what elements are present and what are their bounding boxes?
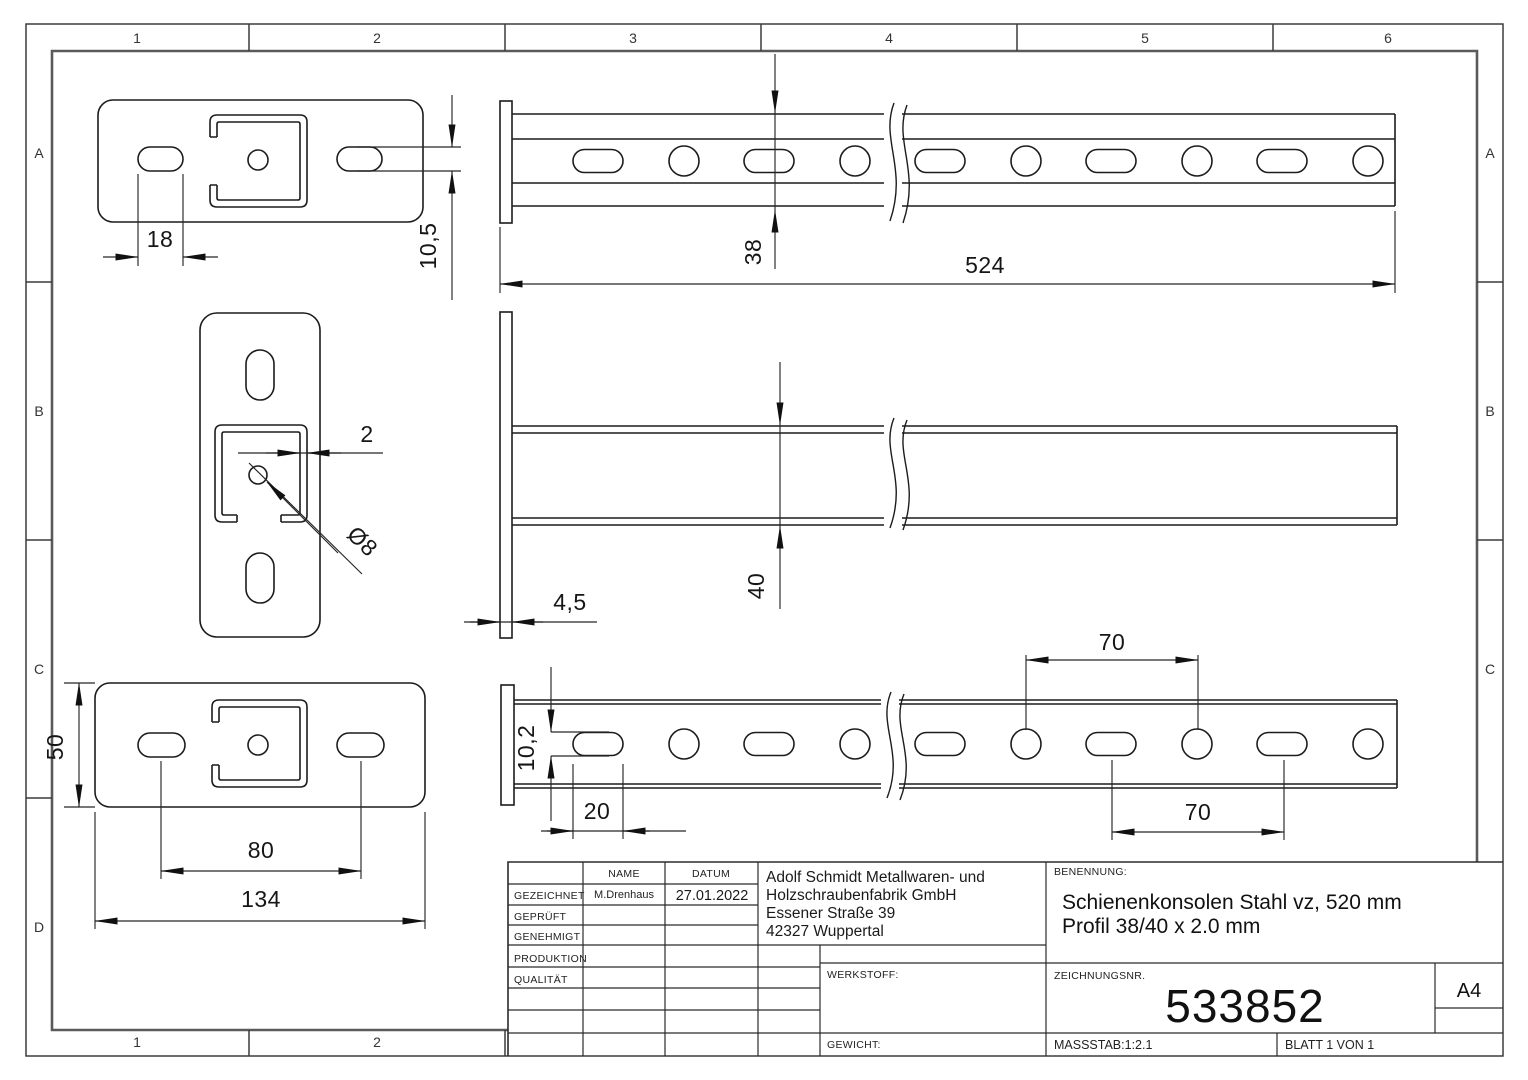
zone-row-d-left: D <box>33 919 45 935</box>
date-column-header: DATUM <box>691 868 731 880</box>
rail-side-lines <box>512 426 1397 525</box>
zone-row-c-left: C <box>33 661 45 677</box>
title-block <box>508 862 1503 1056</box>
dim-text-134: 134 <box>241 886 281 912</box>
zone-row-a-left: A <box>34 145 44 161</box>
zone-row-b-right: B <box>1485 403 1495 419</box>
dim-text-18: 18 <box>146 226 174 252</box>
row-genehmigt-label: GENEHMIGT <box>514 931 581 943</box>
dim-text-70-bottom: 70 <box>1184 799 1212 825</box>
dim-text-2: 2 <box>360 421 374 447</box>
bracket-bottom-outline <box>95 683 425 807</box>
dim-text-dia8: Ø8 <box>342 520 383 562</box>
row-geprueft-label: GEPRÜFT <box>514 911 567 923</box>
bracket-center-hole <box>248 150 268 170</box>
rail-side-end-plate <box>500 312 512 638</box>
bracket-front-hole <box>249 466 267 484</box>
dim-text-40: 40 <box>743 572 769 600</box>
zone-row-a-right: A <box>1485 145 1495 161</box>
gezeichnet-name: M.Drenhaus <box>594 889 654 901</box>
dim-height-50 <box>42 683 95 807</box>
werkstoff-label: WERKSTOFF: <box>827 969 899 981</box>
rail-bottom-holes <box>573 729 1383 759</box>
rail-end-plate <box>500 101 512 223</box>
view-bracket-top <box>98 95 461 300</box>
company-line-2: Holzschraubenfabrik GmbH <box>766 887 957 904</box>
rail-body-lines <box>512 114 1395 206</box>
rail-top-break-line <box>884 103 909 223</box>
dim-text-38: 38 <box>740 238 766 266</box>
row-qualitaet-label: QUALITÄT <box>514 974 568 986</box>
dim-slot-pitch-70-bottom <box>1112 760 1284 840</box>
bracket-bottom-channel <box>212 700 307 787</box>
zeichnungsnr-label: ZEICHNUNGSNR. <box>1054 970 1146 982</box>
drawing-number: 533852 <box>1165 980 1325 1032</box>
zone-col-2-bottom: 2 <box>373 1034 381 1050</box>
rail-bottom-lines <box>514 700 1397 788</box>
bracket-bottom-slot-left <box>138 733 185 757</box>
bracket-front-outline <box>200 313 320 637</box>
view-bracket-front <box>200 313 383 637</box>
dim-rail-length-524 <box>500 211 1395 293</box>
benennung-section <box>1054 866 1402 938</box>
zeichnungsnr-section <box>1054 970 1481 1032</box>
view-rail-side <box>464 312 1397 638</box>
benennung-label: BENENNUNG: <box>1054 866 1128 878</box>
view-bracket-bottom <box>42 683 425 929</box>
zone-col-1-top: 1 <box>133 30 141 46</box>
dim-pitch-80 <box>161 761 361 879</box>
dim-plate-thickness-4-5 <box>464 589 597 622</box>
dim-text-524: 524 <box>965 252 1005 278</box>
bracket-slot-left <box>138 147 183 171</box>
company-line-4: 42327 Wuppertal <box>766 923 884 940</box>
benennung-line-2: Profil 38/40 x 2.0 mm <box>1062 915 1261 938</box>
row-gezeichnet-label: GEZEICHNET <box>514 890 585 902</box>
zone-row-b-left: B <box>34 403 44 419</box>
gewicht-label: GEWICHT: <box>827 1039 881 1051</box>
paper-format: A4 <box>1456 980 1482 1002</box>
bracket-front-slot-top <box>246 350 274 400</box>
benennung-line-1: Schienenkonsolen Stahl vz, 520 mm <box>1062 891 1402 914</box>
view-rail-bottom <box>501 629 1397 840</box>
scale-sheet-section <box>1054 1038 1374 1052</box>
dim-text-20: 20 <box>583 798 611 824</box>
bracket-slot-right <box>337 147 382 171</box>
gezeichnet-date: 27.01.2022 <box>675 888 749 904</box>
dim-text-70-top: 70 <box>1098 629 1126 655</box>
werkstoff-section <box>827 969 899 1051</box>
row-produktion-label: PRODUKTION <box>514 953 588 965</box>
approval-table <box>514 868 748 986</box>
bracket-bottom-slot-right <box>337 733 384 757</box>
dim-slot-width-10-5 <box>357 95 461 300</box>
dim-slot-length-20 <box>541 764 686 839</box>
company-line-3: Essener Straße 39 <box>766 905 896 922</box>
dim-text-4-5: 4,5 <box>553 589 587 615</box>
zone-col-3-top: 3 <box>629 30 637 46</box>
view-rail-top <box>500 54 1395 293</box>
dim-hole-pitch-70-top <box>1026 629 1198 730</box>
bracket-front-slot-bottom <box>246 553 274 603</box>
bracket-plate-outline <box>98 100 423 222</box>
rail-top-holes <box>573 146 1383 176</box>
company-address <box>766 869 985 940</box>
bracket-channel-profile <box>210 115 307 207</box>
dim-rail-height-40 <box>743 362 780 609</box>
dim-slot-length-18 <box>103 174 218 266</box>
zone-col-1-bottom: 1 <box>133 1034 141 1050</box>
dim-text-10-5: 10,5 <box>415 222 441 270</box>
massstab-value: MASSSTAB:1:2.1 <box>1054 1038 1153 1052</box>
name-column-header: NAME <box>608 868 640 880</box>
dim-text-10-2: 10,2 <box>513 724 539 772</box>
zone-col-6-top: 6 <box>1384 30 1392 46</box>
zone-row-c-right: C <box>1484 661 1496 677</box>
zone-col-4-top: 4 <box>885 30 893 46</box>
company-line-1: Adolf Schmidt Metallwaren- und <box>766 869 985 886</box>
dim-text-80: 80 <box>247 837 275 863</box>
blatt-value: BLATT 1 VON 1 <box>1285 1038 1375 1052</box>
rail-side-break-line <box>884 418 909 532</box>
bracket-bottom-hole <box>248 735 268 755</box>
dim-text-50: 50 <box>42 733 68 761</box>
dim-rail-width-38 <box>740 54 775 269</box>
zone-col-2-top: 2 <box>373 30 381 46</box>
zone-col-5-top: 5 <box>1141 30 1149 46</box>
